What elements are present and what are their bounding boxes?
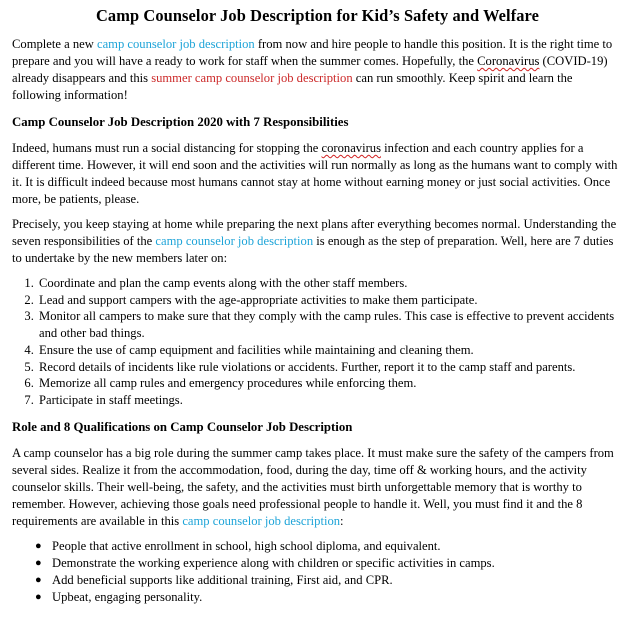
requirement-text: People that active enrollment in school, high school diploma, and equivalent. bbox=[52, 538, 441, 553]
requirement-item bbox=[35, 572, 623, 589]
body-text: Indeed, humans must run a social distancing for stopping the bbox=[12, 141, 322, 155]
intro-text: from now and hire people to handle this position. It is the right time to prepare and you will have a ready to work for staff when the summer comes. Hopefully, the bbox=[12, 37, 613, 68]
body-text: is enough as the step of preparation. Well, here are 7 duties to undertake by the new members later on: bbox=[12, 234, 614, 265]
requirement-item bbox=[35, 555, 623, 572]
spellcheck-word: Coronavirus bbox=[477, 54, 540, 68]
page-title: Camp Counselor Job Description for Kid’s Safety and Welfare bbox=[96, 6, 539, 25]
intro-text: can run smoothly. Keep spirit and learn the following information! bbox=[12, 71, 573, 102]
body-paragraph bbox=[12, 216, 623, 267]
section-heading-responsibilities: Camp Counselor Job Description 2020 with 7 Responsibilities bbox=[12, 115, 349, 129]
camp-counselor-link[interactable]: camp counselor job description bbox=[182, 513, 341, 528]
intro-paragraph bbox=[12, 36, 623, 104]
requirement-item bbox=[35, 589, 623, 606]
duty-item: 4. Ensure the use of camp equipment and facilities while maintaining and cleaning them. bbox=[37, 342, 623, 359]
bullet-icon: ● bbox=[35, 556, 42, 569]
duty-item: 3. Monitor all campers to make sure that they comply with the camp rules. This case is effective to prevent accidents and other bad things. bbox=[37, 308, 623, 341]
intro-text: (COVID-19) already disappears and this bbox=[12, 54, 608, 85]
duty-item: 1. Coordinate and plan the camp events along with the other staff members. bbox=[37, 275, 623, 292]
body-text: : bbox=[340, 513, 344, 528]
requirement-text: Demonstrate the working experience along with children or specific activities in camps. bbox=[52, 555, 495, 570]
body-paragraph bbox=[12, 445, 623, 530]
summer-camp-link[interactable]: summer camp counselor job description bbox=[151, 71, 353, 85]
camp-counselor-link[interactable]: camp counselor job description bbox=[96, 37, 255, 51]
spellcheck-word: coronavirus bbox=[321, 141, 381, 155]
section-heading-qualifications: Role and 8 Qualifications on Camp Counselor Job Description bbox=[12, 419, 353, 434]
bullet-icon: ● bbox=[35, 574, 42, 587]
requirement-item bbox=[35, 538, 623, 555]
camp-counselor-link[interactable]: camp counselor job description bbox=[155, 234, 314, 248]
duties-list bbox=[12, 275, 623, 409]
bullet-icon: ● bbox=[35, 539, 42, 552]
requirements-list bbox=[12, 538, 623, 607]
body-text: Precisely, you keep staying at home while preparing the next plans after everything becomes normal. Understanding the seven responsibilities of the bbox=[12, 217, 617, 248]
duty-item: 7. Participate in staff meetings. bbox=[37, 392, 623, 409]
bullet-icon: ● bbox=[35, 591, 42, 604]
body-paragraph bbox=[12, 140, 623, 208]
duty-item: 6. Memorize all camp rules and emergency procedures while enforcing them. bbox=[37, 375, 623, 392]
body-text: A camp counselor has a big role during the summer camp takes place. It must make sure the safety of the campers from several sides. Realize it from the accommodation, food, during the day, time off & working hours, and the activity counselor skills. Their well-being, the safety, and the activities must birth unforgettable memory that is worthy to remember. However, achieving those goals need professional people to handle it. Well, you must find it and the 8 requirements are available in this bbox=[12, 445, 614, 528]
duty-item: 2. Lead and support campers with the age-appropriate activities to make them participate. bbox=[37, 292, 623, 309]
body-text: infection and each country applies for a different time. However, it will end soon and the activities will run normally as long as the humans want to comply with it. It is difficult indeed because most humans cannot stay at home without earning money or just social activities. Once more, be patients, please. bbox=[12, 141, 618, 206]
duty-item: 5. Record details of incidents like rule violations or accidents. Further, report it to the camp staff and parents. bbox=[37, 359, 623, 376]
requirement-text: Add beneficial supports like additional training, First aid, and CPR. bbox=[52, 573, 393, 588]
intro-text: Complete a new bbox=[12, 37, 97, 51]
requirement-text: Upbeat, engaging personality. bbox=[52, 590, 203, 605]
